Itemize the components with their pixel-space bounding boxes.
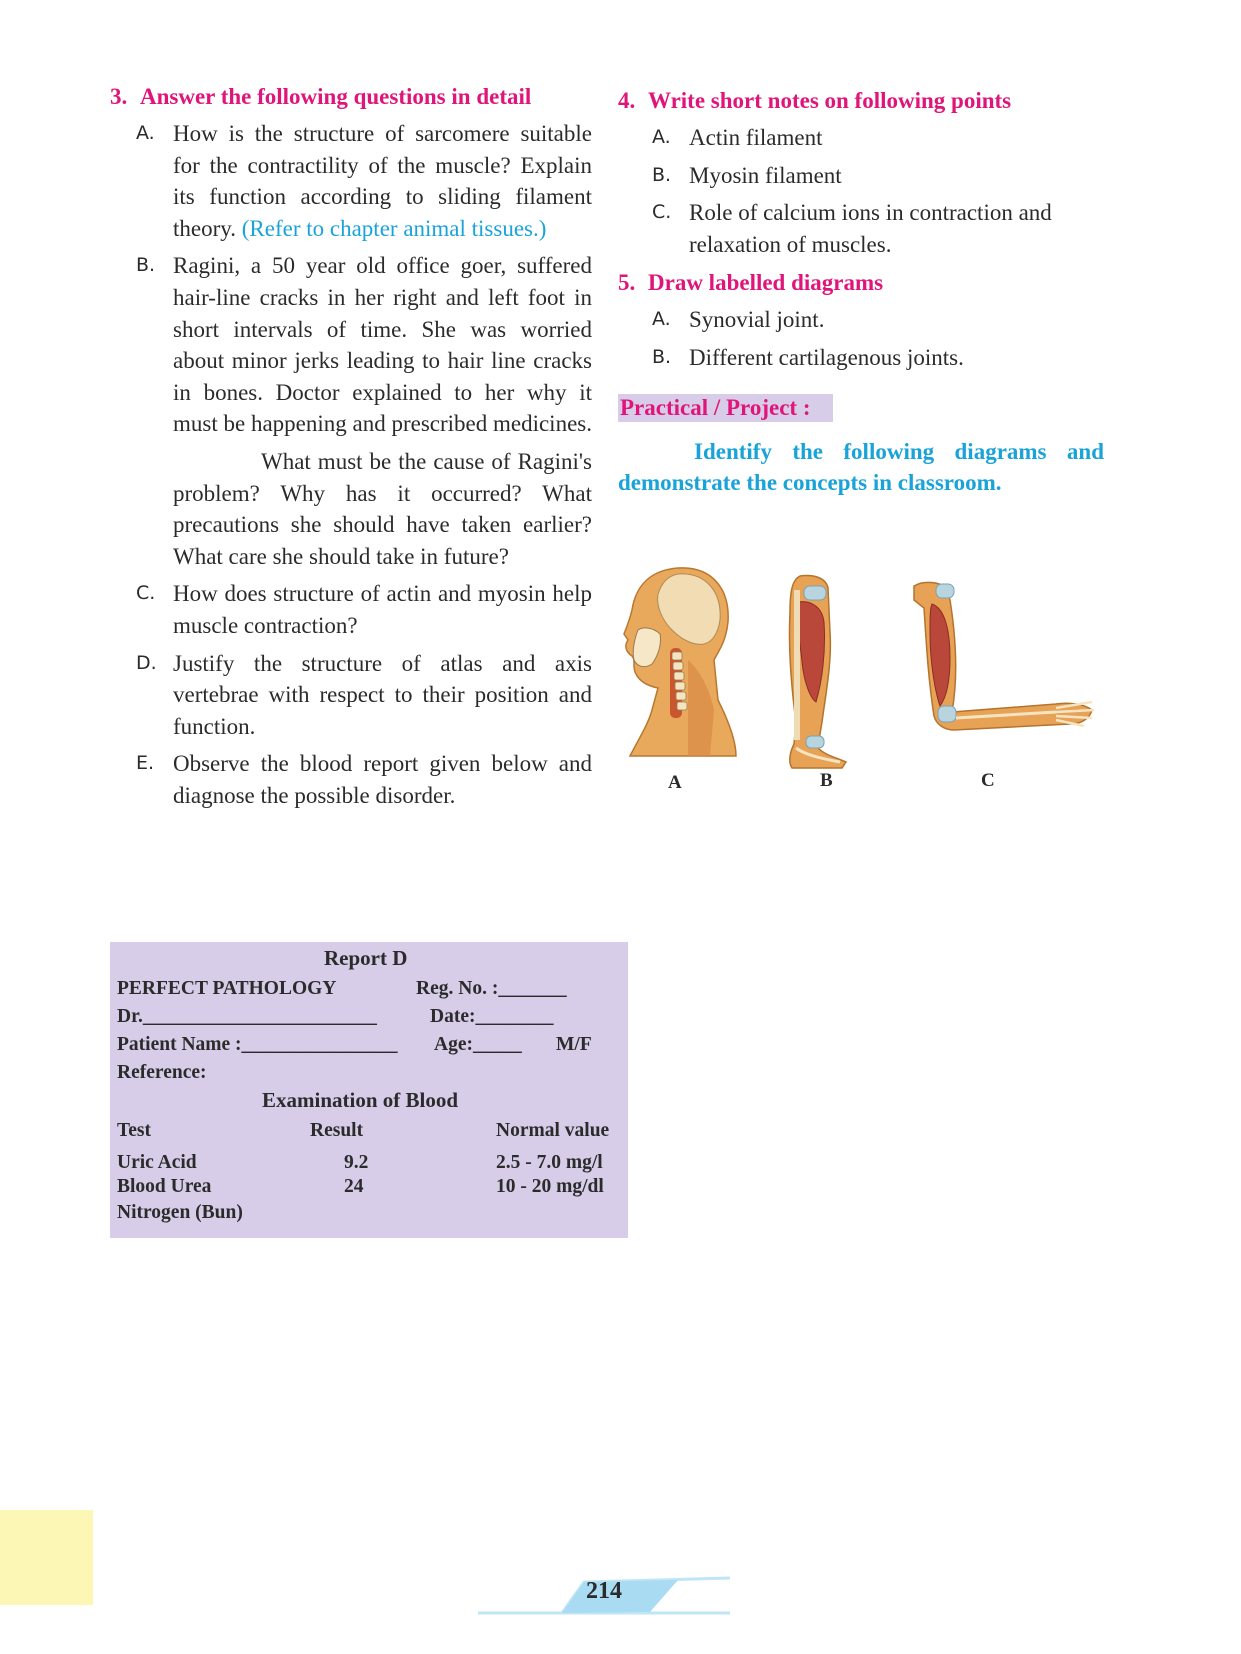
doctor-field: Dr.________________________ bbox=[117, 1006, 377, 1027]
row-normal-uric-acid: 2.5 - 7.0 mg/l bbox=[496, 1152, 603, 1173]
item-letter: A. bbox=[136, 122, 155, 144]
row-test-blood-urea: Blood Urea bbox=[117, 1176, 212, 1197]
row-test-uric-acid: Uric Acid bbox=[117, 1152, 197, 1173]
item-letter: C. bbox=[652, 201, 672, 224]
question-title: Draw labelled diagrams bbox=[648, 270, 884, 296]
question-number: 4. bbox=[618, 88, 636, 113]
question-3-heading bbox=[110, 82, 592, 112]
lab-name: PERFECT PATHOLOGY bbox=[117, 978, 337, 999]
figure-label-b: B bbox=[820, 770, 833, 791]
reference-field: Reference: bbox=[117, 1062, 207, 1083]
item-letter: B. bbox=[136, 254, 156, 277]
item-text: Role of calcium ions in contraction and relaxation of muscles. bbox=[689, 200, 1052, 257]
column-header-normal: Normal value bbox=[496, 1120, 610, 1141]
item-text bbox=[173, 250, 592, 572]
item-text: Observe the blood report given below and diagnose the possible disorder. bbox=[173, 751, 592, 808]
item-body: How is the structure of sarcomere suitable for the contractility of the muscle? Explain its function according to sliding filament theory. bbox=[173, 121, 592, 241]
row-result-uric-acid: 9.2 bbox=[344, 1152, 369, 1173]
figure-label-a: A bbox=[668, 772, 682, 793]
item-text: Myosin filament bbox=[689, 162, 842, 188]
exam-title: Examination of Blood bbox=[262, 1088, 459, 1112]
item-body-question: What must be the cause of Ragini's problem? Why has it occurred? What precautions she should have taken earlier? What care she should take in future? bbox=[173, 448, 592, 569]
item-letter: E. bbox=[136, 752, 155, 775]
item-text: How does structure of actin and myosin help muscle contraction? bbox=[173, 581, 592, 638]
item-text: Justify the structure of atlas and axis vertebrae with respect to their position and function. bbox=[173, 650, 592, 739]
item-text bbox=[173, 118, 592, 244]
chapter-reference: (Refer to chapter animal tissues.) bbox=[241, 215, 547, 241]
list-item bbox=[136, 578, 592, 641]
list-item bbox=[136, 250, 592, 572]
question-3-list bbox=[136, 118, 592, 811]
item-letter: B. bbox=[652, 163, 672, 186]
column-header-test: Test bbox=[117, 1120, 151, 1141]
question-5-list bbox=[652, 304, 1104, 373]
questions-left-column bbox=[110, 82, 592, 817]
list-item bbox=[652, 122, 1104, 154]
item-letter: A. bbox=[652, 308, 671, 331]
item-letter: A. bbox=[652, 126, 671, 148]
list-item bbox=[652, 342, 1104, 374]
question-4-heading bbox=[618, 86, 1104, 116]
question-4-list bbox=[652, 122, 1104, 260]
list-item bbox=[652, 304, 1104, 336]
list-item bbox=[136, 748, 592, 811]
figure-label-c: C bbox=[981, 770, 995, 791]
page-corner-tab bbox=[0, 1510, 93, 1605]
row-normal-blood-urea: 10 - 20 mg/dl bbox=[496, 1176, 604, 1197]
column-header-result: Result bbox=[310, 1120, 364, 1141]
arm-elbow-anatomy-illustration bbox=[906, 578, 1096, 738]
item-text: Different cartilagenous joints. bbox=[689, 344, 964, 370]
question-number: 3. bbox=[110, 84, 128, 109]
question-title: Write short notes on following points bbox=[648, 88, 1012, 113]
blood-report-card bbox=[110, 942, 628, 1238]
reg-number: Reg. No. :_______ bbox=[416, 978, 567, 999]
question-title: Answer the following questions in detail bbox=[140, 84, 532, 109]
row-test-continuation: Nitrogen (Bun) bbox=[117, 1202, 243, 1223]
list-item bbox=[136, 118, 592, 244]
head-neck-anatomy-illustration bbox=[618, 560, 738, 760]
report-title: Report D bbox=[324, 946, 408, 970]
age-field: Age:_____ bbox=[434, 1034, 522, 1055]
list-item bbox=[136, 648, 592, 743]
date-field: Date:________ bbox=[430, 1006, 554, 1027]
practical-project-heading: Practical / Project : bbox=[618, 394, 833, 422]
item-text: Actin filament bbox=[689, 125, 823, 150]
item-letter: C. bbox=[136, 582, 156, 605]
patient-name-field: Patient Name :________________ bbox=[117, 1034, 398, 1055]
page-number: 214 bbox=[586, 1578, 622, 1604]
list-item bbox=[652, 197, 1104, 260]
question-number: 5. bbox=[618, 270, 636, 296]
item-body: Ragini, a 50 year old office goer, suffered hair-line cracks in her right and left foot in short intervals of time. She was worried about minor jerks leading to hair line cracks in bones. Doctor explained to her why it must be happening and prescribed medicines. bbox=[173, 253, 592, 437]
item-text: Synovial joint. bbox=[689, 307, 825, 333]
leg-anatomy-illustration bbox=[770, 572, 860, 772]
list-item bbox=[652, 160, 1104, 192]
practical-instruction: Identify the following diagrams and demonstrate the concepts in classroom. bbox=[618, 438, 1104, 496]
row-result-blood-urea: 24 bbox=[344, 1176, 364, 1197]
item-letter: B. bbox=[652, 345, 672, 368]
sex-field: M/F bbox=[556, 1034, 592, 1055]
questions-right-column bbox=[618, 86, 1104, 499]
question-5-heading bbox=[618, 268, 1104, 298]
item-letter: D. bbox=[136, 651, 157, 674]
